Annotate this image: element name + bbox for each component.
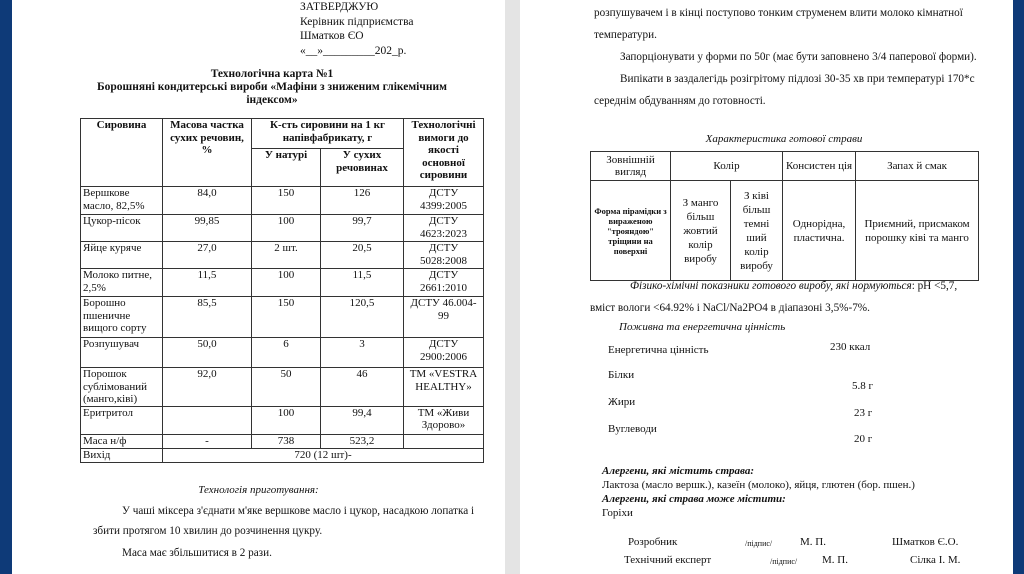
nutrition-value: 5.8 г [852, 380, 874, 392]
dry-share-cell: - [163, 434, 252, 448]
natural-qty-cell: 6 [252, 338, 321, 368]
appearance-cell: Форма пірамідки з вираженою "трояндою" тріщини на поверхні [591, 181, 671, 281]
stamp-mark: М. П. [822, 554, 848, 566]
column-header: Запах й смак [856, 152, 979, 181]
requirement-cell: ДСТУ 2661:2010 [404, 269, 484, 297]
allergens-label: Алергени, які страва може містити: [602, 493, 786, 505]
dry-qty-cell: 46 [321, 368, 404, 407]
output-value: 720 (12 шт)- [163, 448, 484, 462]
nutrition-value: 230 ккал [830, 341, 871, 353]
paragraph: температури. [594, 29, 657, 41]
ingredient-cell: Цукор-пісок [81, 215, 163, 242]
physchem-text: вміст вологи <64.92% і NaCl/Na2PO4 в діапазоні 3,5%-7%. [590, 302, 870, 314]
requirement-cell: ДСТУ 4623:2023 [404, 215, 484, 242]
table-row [81, 215, 484, 242]
approval-text: Шматков ЄО [300, 30, 364, 42]
approval-block [300, 0, 413, 58]
ingredient-cell: Порошок сублімований (манго,ківі) [81, 368, 163, 407]
title-line: Технологічна карта №1 [210, 68, 334, 80]
physchem-label: Фізико-хімічні показники готового виробу, які нормуються [630, 280, 912, 292]
requirement-cell: ТМ «Живи Здорово» [404, 406, 484, 434]
document-page-2 [520, 0, 1013, 574]
document-page-1 [12, 0, 505, 574]
characteristics-caption: Характеристика готової страви [705, 133, 863, 145]
paragraph: середнім обдуванням до готовності. [594, 95, 766, 107]
paragraph: розпушувачем і в кінці поступово тонким струменем влити молоко кімнатної [594, 7, 963, 19]
paragraph: Випікати в заздалегідь розігрітому підлозі 30-35 хв при температурі 170*с [620, 73, 975, 85]
title-line: Борошняні кондитерські вироби «Мафіни з зниженим глікемічним [97, 81, 447, 93]
allergens-label: Алергени, які містить страва: [602, 465, 755, 477]
table-row [81, 368, 484, 407]
physchem-text: : pH <5,7, [911, 280, 958, 292]
dry-share-cell: 11,5 [163, 269, 252, 297]
color-mango-cell: З манго більш жовтий колір виробу [671, 181, 731, 281]
table-row [81, 297, 484, 338]
ingredient-cell: Вершкове масло, 82,5% [81, 187, 163, 215]
dry-qty-cell: 99,4 [321, 406, 404, 434]
dry-share-cell: 84,0 [163, 187, 252, 215]
allergens-text: Лактоза (масло вершк.), казеїн (молоко), яйця, глютен (бор. пшен.) [602, 479, 915, 491]
natural-qty-cell: 738 [252, 434, 321, 448]
characteristics-table [590, 151, 979, 281]
signature-placeholder: /підпис/ [745, 539, 773, 548]
dry-qty-cell: 126 [321, 187, 404, 215]
nutrition-label: Енергетична цінність [608, 344, 709, 356]
table-row [81, 406, 484, 434]
allergens-text: Горіхи [602, 507, 633, 519]
table-row [81, 269, 484, 297]
dry-qty-cell: 20,5 [321, 242, 404, 269]
document-title [72, 68, 472, 107]
title-line: індексом» [246, 94, 298, 106]
dry-share-cell: 27,0 [163, 242, 252, 269]
output-label: Вихід [81, 448, 163, 462]
ingredient-cell: Молоко питне, 2,5% [81, 269, 163, 297]
approval-text: ЗАТВЕРДЖУЮ [300, 1, 379, 13]
ingredient-cell: Яйце куряче [81, 242, 163, 269]
paragraph: Маса має збільшитися в 2 рази. [122, 547, 272, 559]
column-header: Зовнішній вигляд [591, 152, 671, 181]
column-header: Сировина [81, 119, 163, 187]
dry-share-cell: 99,85 [163, 215, 252, 242]
dry-share-cell: 50,0 [163, 338, 252, 368]
column-header: Колір [671, 152, 783, 181]
ingredients-table [80, 118, 484, 463]
table-row [81, 187, 484, 215]
column-header: У натурі [252, 149, 321, 187]
nutrition-value: 20 г [854, 433, 873, 445]
natural-qty-cell: 100 [252, 215, 321, 242]
natural-qty-cell: 2 шт. [252, 242, 321, 269]
dry-qty-cell: 120,5 [321, 297, 404, 338]
dry-qty-cell: 99,7 [321, 215, 404, 242]
signature-placeholder: /підпис/ [770, 557, 798, 566]
requirement-cell: ДСТУ 2900:2006 [404, 338, 484, 368]
taste-cell: Приємний, присмаком порошку ківі та манго [856, 181, 979, 281]
color-kiwi-cell: З ківі більш темні ший колір виробу [731, 181, 783, 281]
table-row [81, 338, 484, 368]
page-gap [505, 0, 520, 574]
column-header: Технологічні вимоги до якості основної сировини [404, 119, 484, 187]
column-header: Масова частка сухих речовин, % [163, 119, 252, 187]
requirement-cell: ДСТУ 5028:2008 [404, 242, 484, 269]
approval-text: «__»_________202_р. [300, 44, 407, 57]
column-header: Консистен ція [783, 152, 856, 181]
paragraph: Запорціонувати у форми по 50г (має бути заповнено 3/4 паперової форми). [620, 51, 977, 63]
ingredient-cell: Борошно пшеничне вищого сорту [81, 297, 163, 338]
paragraph: збити протягом 10 хвилин до розчинення цукру. [93, 525, 323, 537]
dry-qty-cell: 11,5 [321, 269, 404, 297]
ingredient-cell: Розпушувач [81, 338, 163, 368]
ingredient-cell: Еритритол [81, 406, 163, 434]
dry-share-cell: 85,5 [163, 297, 252, 338]
requirement-cell: ТМ «VESTRA HEALTHY» [404, 368, 484, 407]
column-header: У сухих речовинах [321, 149, 404, 187]
stamp-mark: М. П. [800, 536, 826, 548]
requirement-cell [404, 434, 484, 448]
table-row-output [81, 448, 484, 462]
natural-qty-cell: 100 [252, 406, 321, 434]
nutrition-label: Жири [608, 396, 636, 408]
nutrition-value: 23 г [854, 407, 873, 419]
paragraph: У чаші міксера з'єднати м'яке вершкове масло і цукор, насадкою лопатка і [122, 505, 475, 517]
signature-name: Шматков Є.О. [892, 536, 959, 548]
nutrition-label: Білки [608, 369, 635, 381]
signature-name: Сілка І. М. [910, 554, 961, 566]
dry-share-cell: 92,0 [163, 368, 252, 407]
table-row [81, 434, 484, 448]
requirement-cell: ДСТУ 46.004-99 [404, 297, 484, 338]
dry-qty-cell: 523,2 [321, 434, 404, 448]
nutrition-label: Вуглеводи [608, 423, 657, 435]
table-row [81, 242, 484, 269]
approval-text: Керівник підприємства [300, 15, 414, 28]
column-header: К-сть сировини на 1 кг напівфабрикату, г [252, 119, 404, 149]
technology-heading: Технологія приготування: [198, 484, 319, 496]
natural-qty-cell: 100 [252, 269, 321, 297]
nutrition-heading: Поживна та енергетична цінність [619, 321, 786, 333]
consistency-cell: Одноріднa, пластичнa. [783, 181, 856, 281]
natural-qty-cell: 50 [252, 368, 321, 407]
signature-role: Розробник [628, 536, 678, 548]
requirement-cell: ДСТУ 4399:2005 [404, 187, 484, 215]
ingredient-cell: Маса н/ф [81, 434, 163, 448]
signature-role: Технічний експерт [624, 554, 712, 566]
natural-qty-cell: 150 [252, 187, 321, 215]
natural-qty-cell: 150 [252, 297, 321, 338]
dry-qty-cell: 3 [321, 338, 404, 368]
dry-share-cell [163, 406, 252, 434]
